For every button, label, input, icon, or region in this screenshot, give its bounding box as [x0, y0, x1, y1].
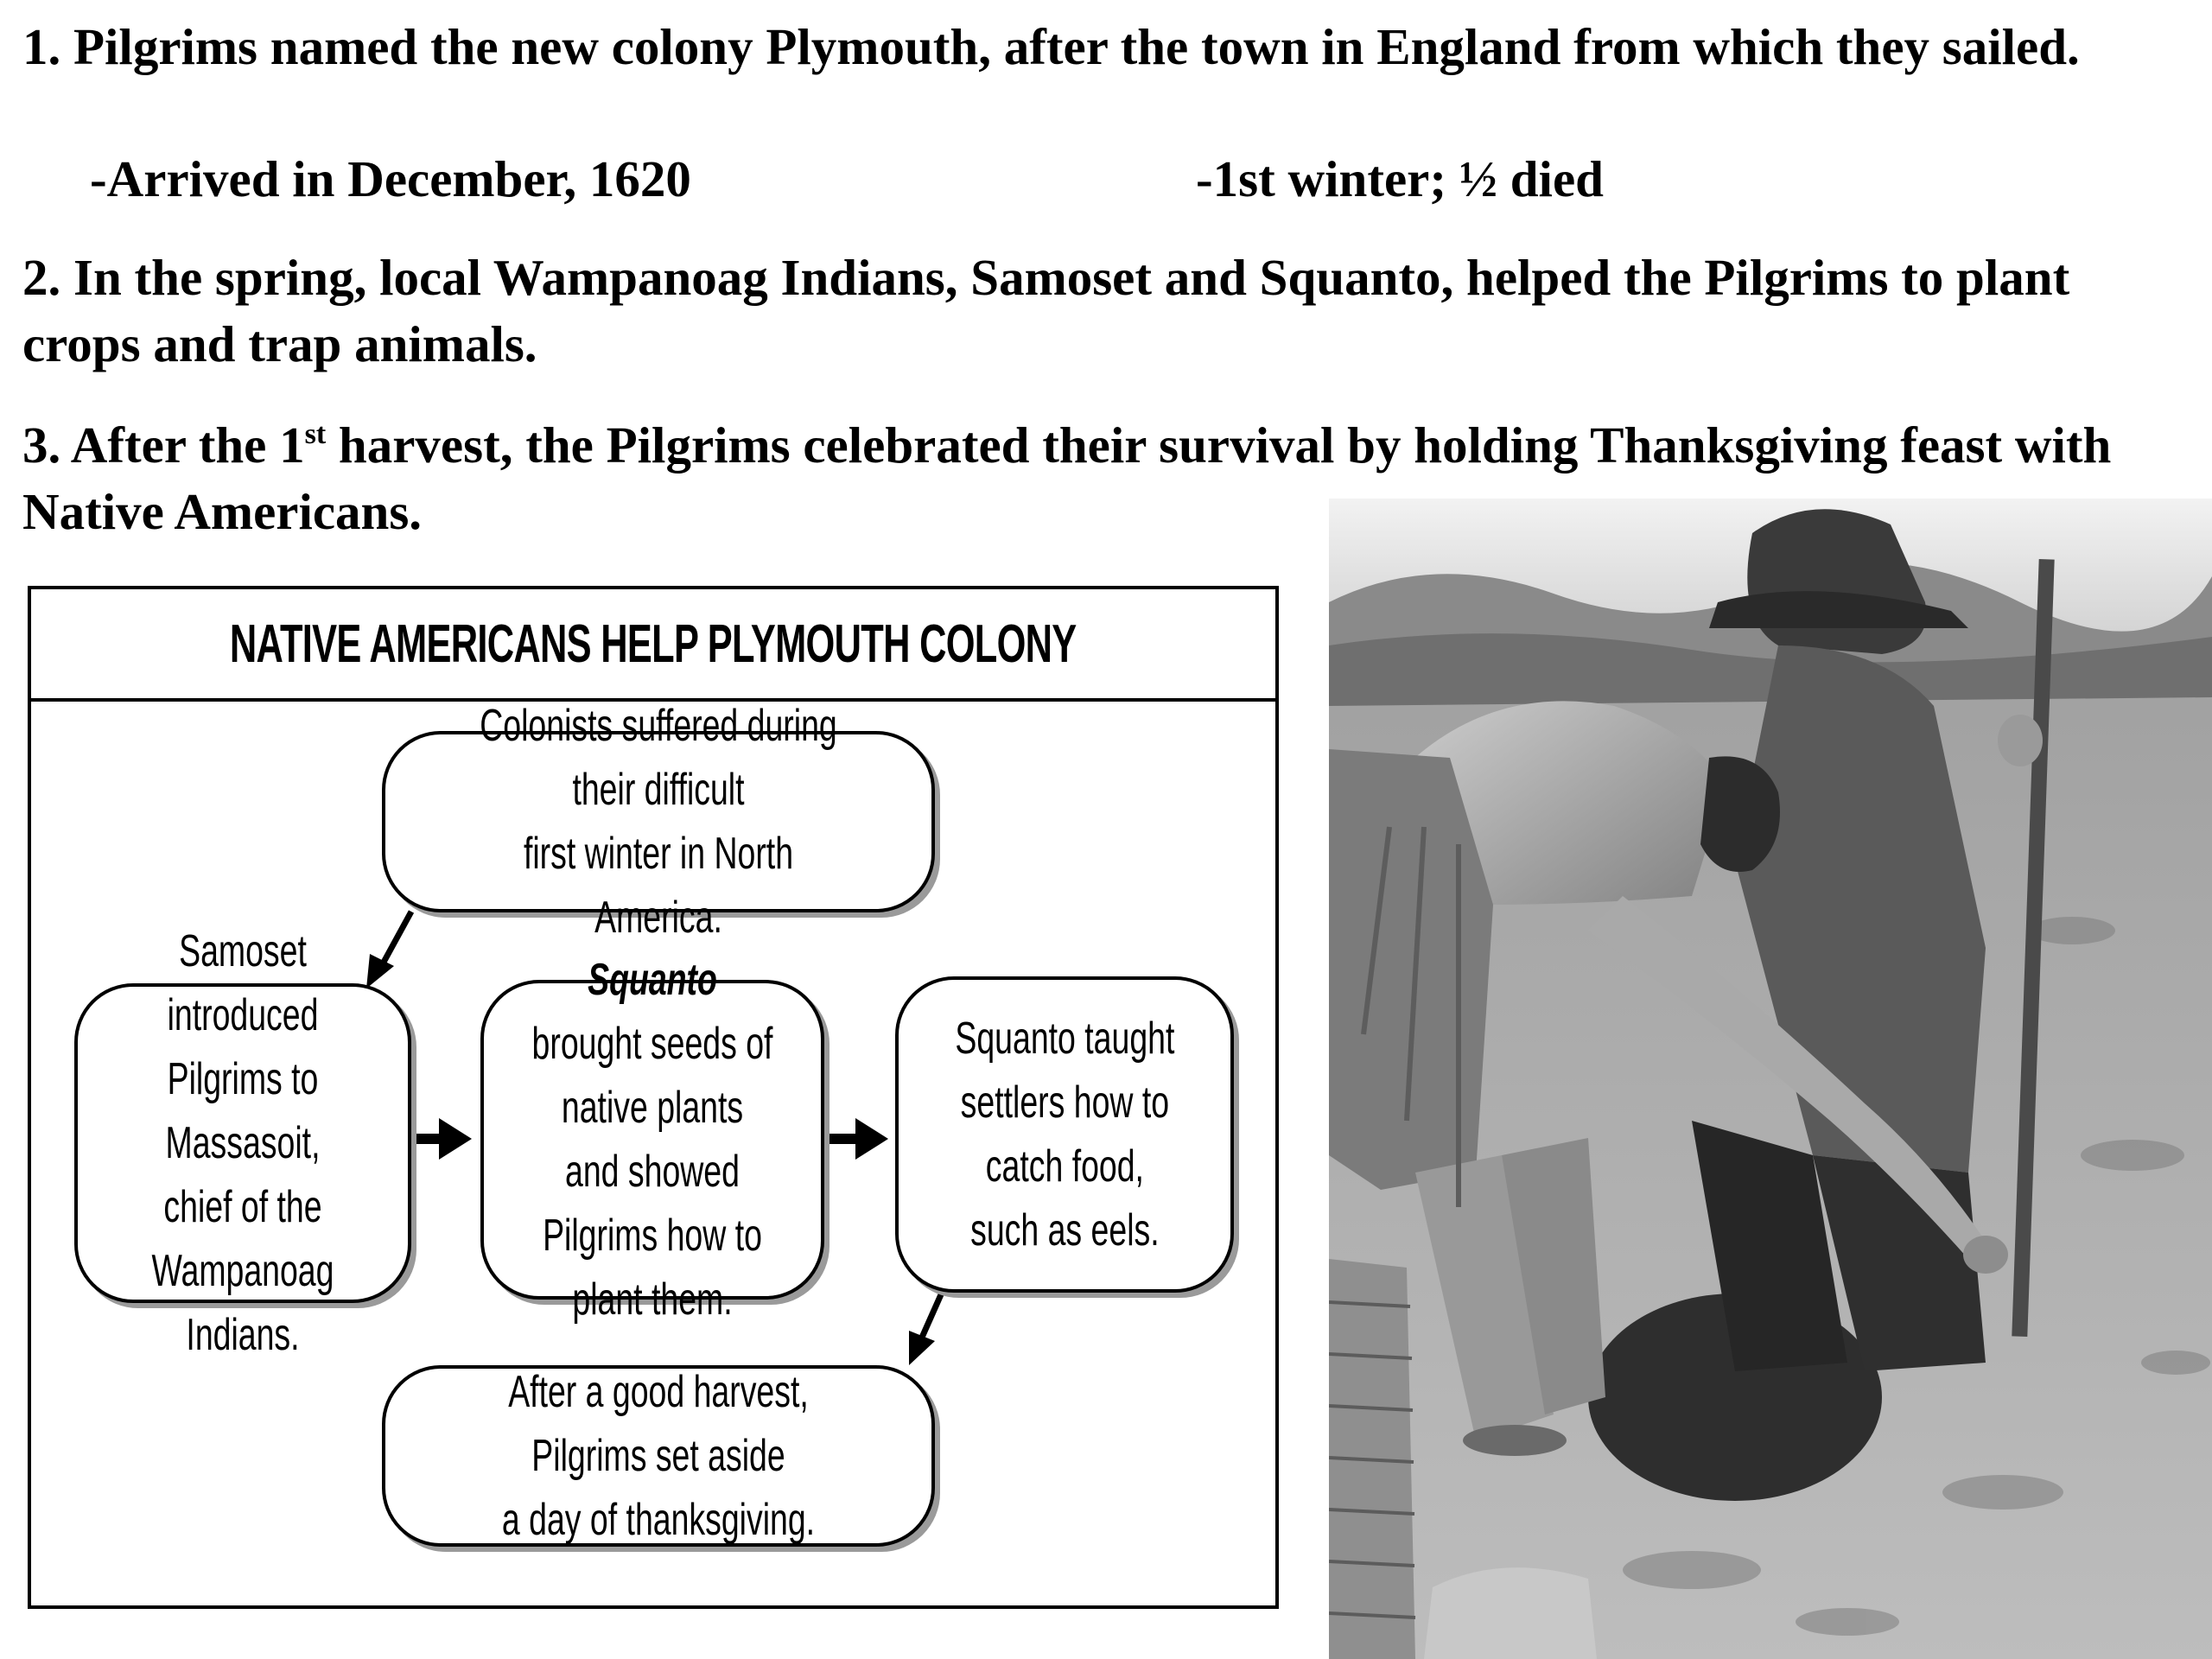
- node-samoset: [74, 926, 411, 1360]
- node-thanksgiving-text: After a good harvest, Pilgrims set aside a day of thanksgiving.: [501, 1367, 816, 1545]
- point-2: [22, 245, 2191, 378]
- node-squanto-seeds-rest: brought seeds of native plants and showed Pilgrims how to plant them.: [531, 1019, 773, 1325]
- planting-photo: [1329, 499, 2212, 1659]
- node-difficult-winter-text: Colonists suffered during their difficult first winter in North America.: [480, 701, 837, 943]
- node-samoset-text: Samoset introduced Pilgrims to Massasoit, chief of the Wampanoag Indians.: [151, 926, 334, 1360]
- point-1-text: 1. Pilgrims named the new colony Plymouth, after the town in England from which they sailed.: [22, 18, 2080, 75]
- node-squanto-seeds: [480, 955, 824, 1325]
- diagram-title: NATIVE AMERICANS HELP PLYMOUTH COLONY: [230, 613, 1077, 674]
- squanto-emphasis: Squanto: [588, 955, 717, 1005]
- point-3-rest: harvest, the Pilgrims celebrated their survival by holding Thanksgiving feast with Native Americans.: [22, 416, 2112, 540]
- flow-diagram: [28, 586, 1279, 1609]
- planting-photo-image: [1329, 499, 2212, 1659]
- arrow-winter-to-samoset: [366, 912, 411, 988]
- node-difficult-winter: [382, 701, 935, 943]
- arrow-samoset-to-seeds: [411, 1118, 472, 1160]
- point-3-superscript: st: [304, 418, 327, 450]
- arrow-food-to-harvest: [909, 1293, 942, 1365]
- point-1-arrived: -Arrived in December, 1620: [90, 150, 691, 207]
- node-catch-food: [895, 976, 1234, 1293]
- node-thanksgiving: [382, 1365, 935, 1547]
- node-squanto-seeds-text: [531, 948, 774, 1332]
- arrow-seeds-to-food: [828, 1118, 888, 1160]
- point-2-text: 2. In the spring, local Wampanoag Indians, Samoset and Squanto, helped the Pilgrims to plant crops and trap animals.: [22, 249, 2070, 372]
- point-1: [22, 14, 2191, 80]
- point-3-prefix: 3. After the 1: [22, 416, 305, 474]
- point-1-winter: -1st winter; ½ died: [1196, 150, 1604, 207]
- node-catch-food-text: Squanto taught settlers how to catch food, such as eels.: [954, 1014, 1174, 1255]
